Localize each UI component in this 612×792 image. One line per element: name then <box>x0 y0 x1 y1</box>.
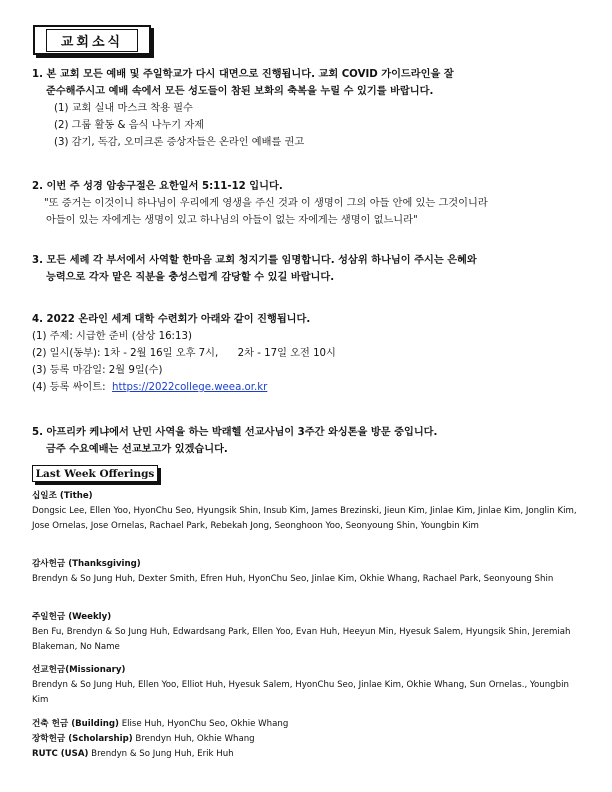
page-title: 교회소식 <box>46 29 138 52</box>
offering-missionary <box>32 663 584 708</box>
offering-weekly-names: Ben Fu, Brendyn & So Jung Huh, Edwardsang Park, Ellen Yoo, Evan Huh, Heeyun Min, Hyesuk Salem, Hyungsik Shin, Jeremiah Blakeman, No Name <box>32 627 571 652</box>
news-item-4-sub2: (2) 일시(동부): 1차 - 2월 16일 오후 7시, 2차 - 17일 오전 10시 <box>32 348 336 359</box>
page-title-box <box>33 25 151 55</box>
registration-link[interactable]: https://2022college.weea.or.kr <box>112 382 268 393</box>
offering-tithe <box>32 489 584 534</box>
news-item-1-sub3: (3) 감기, 독감, 오미크론 증상자들은 온라인 예배를 권고 <box>54 137 305 148</box>
news-item-4-sub4 <box>32 379 592 396</box>
news-item-5 <box>32 424 592 458</box>
offering-scholarship <box>32 732 584 747</box>
offering-tithe-names: Dongsic Lee, Ellen Yoo, HyonChu Seo, Hyungsik Shin, Insub Kim, James Brezinski, Jieun Kim, Jinlae Kim, Jinlae Kim, Jonglin Kim, Jose Ornelas, Jose Ornelas, Rachael Park, Rebekah Jong, Seonghoon Yoo, Seonyoung Shin, Youngbin Kim <box>32 506 577 531</box>
news-item-3-line1: 3. 모든 세례 각 부서에서 사역할 한마음 교회 청지기를 임명합니다. 성삼위 하나님이 주시는 은혜와 <box>32 255 477 266</box>
offering-thanksgiving-label: 감사헌금 (Thanksgiving) <box>32 559 141 569</box>
offerings-title: Last Week Offerings <box>32 465 158 482</box>
news-item-3-line2: 능력으로 각자 맡은 직분을 충성스럽게 감당할 수 있길 바랍니다. <box>46 272 335 283</box>
offering-scholarship-names: Brendyn Huh, Okhie Whang <box>132 734 255 744</box>
news-item-1-line1: 1. 본 교회 모든 예배 및 주일학교가 다시 대면으로 진행됩니다. 교회 COVID 가이드라인을 잘 <box>32 69 454 80</box>
news-item-2 <box>32 178 592 229</box>
offering-weekly-label: 주일헌금 (Weekly) <box>32 612 112 622</box>
news-item-4 <box>32 311 592 396</box>
offering-thanksgiving <box>32 557 584 587</box>
offering-building-label: 건축 헌금 (Building) <box>32 719 119 729</box>
offering-weekly <box>32 610 584 655</box>
news-item-3 <box>32 252 592 286</box>
news-item-5-line1: 5. 아프리카 케냐에서 난민 사역을 하는 박래헬 선교사님이 3주간 와싱톤을 방문 중입니다. <box>32 427 438 438</box>
news-item-1 <box>32 66 592 151</box>
news-item-2-verse1: "또 증거는 이것이니 하나님이 우리에게 영생을 주신 것과 이 생명이 그의 아들 안에 있는 그것이니라 <box>44 198 488 209</box>
news-item-2-line1: 2. 이번 주 성경 암송구절은 요한일서 5:11-12 입니다. <box>32 181 283 192</box>
offering-tithe-label: 십일조 (Tithe) <box>32 491 93 501</box>
news-item-4-line1: 4. 2022 온라인 세계 대학 수련회가 아래와 같이 진행됩니다. <box>32 314 311 325</box>
registration-site-label: (4) 등록 싸이트: <box>32 382 113 393</box>
news-item-4-sub1: (1) 주제: 시급한 준비 (삼상 16:13) <box>32 331 192 342</box>
offering-missionary-label: 선교헌금(Missionary) <box>32 665 126 675</box>
offering-building <box>32 717 584 732</box>
news-item-4-sub3: (3) 등록 마감일: 2월 9일(수) <box>32 365 163 376</box>
news-item-2-verse2: 아들이 있는 자에게는 생명이 있고 하나님의 아들이 없는 자에게는 생명이 없느니라" <box>46 215 418 226</box>
offering-rutc <box>32 747 584 762</box>
offering-building-names: Elise Huh, HyonChu Seo, Okhie Whang <box>118 719 289 729</box>
offering-scholarship-label: 장학헌금 (Scholarship) <box>32 734 133 744</box>
news-item-1-line2: 준수해주시고 예배 속에서 모든 성도들이 참된 보화의 축복을 누릴 수 있기를 바랍니다. <box>46 86 434 97</box>
offering-missionary-names: Brendyn & So Jung Huh, Ellen Yoo, Elliot Huh, Hyesuk Salem, HyonChu Seo, Jinlae Kim, Okhie Whang, Sun Ornelas., Youngbin Kim <box>32 680 569 705</box>
offering-thanksgiving-names: Brendyn & So Jung Huh, Dexter Smith, Efren Huh, HyonChu Seo, Jinlae Kim, Okhie Whang, Rachael Park, Seonyoung Shin <box>32 574 554 584</box>
news-item-1-sub1: (1) 교회 실내 마스크 착용 필수 <box>54 103 193 114</box>
offering-rutc-names: Brendyn & So Jung Huh, Erik Huh <box>88 749 234 759</box>
news-item-1-sub2: (2) 그룹 활동 & 음식 나누기 자제 <box>54 120 205 131</box>
news-item-5-line2: 금주 수요예배는 선교보고가 있겠습니다. <box>46 444 228 455</box>
offering-rutc-label: RUTC (USA) <box>32 749 89 759</box>
